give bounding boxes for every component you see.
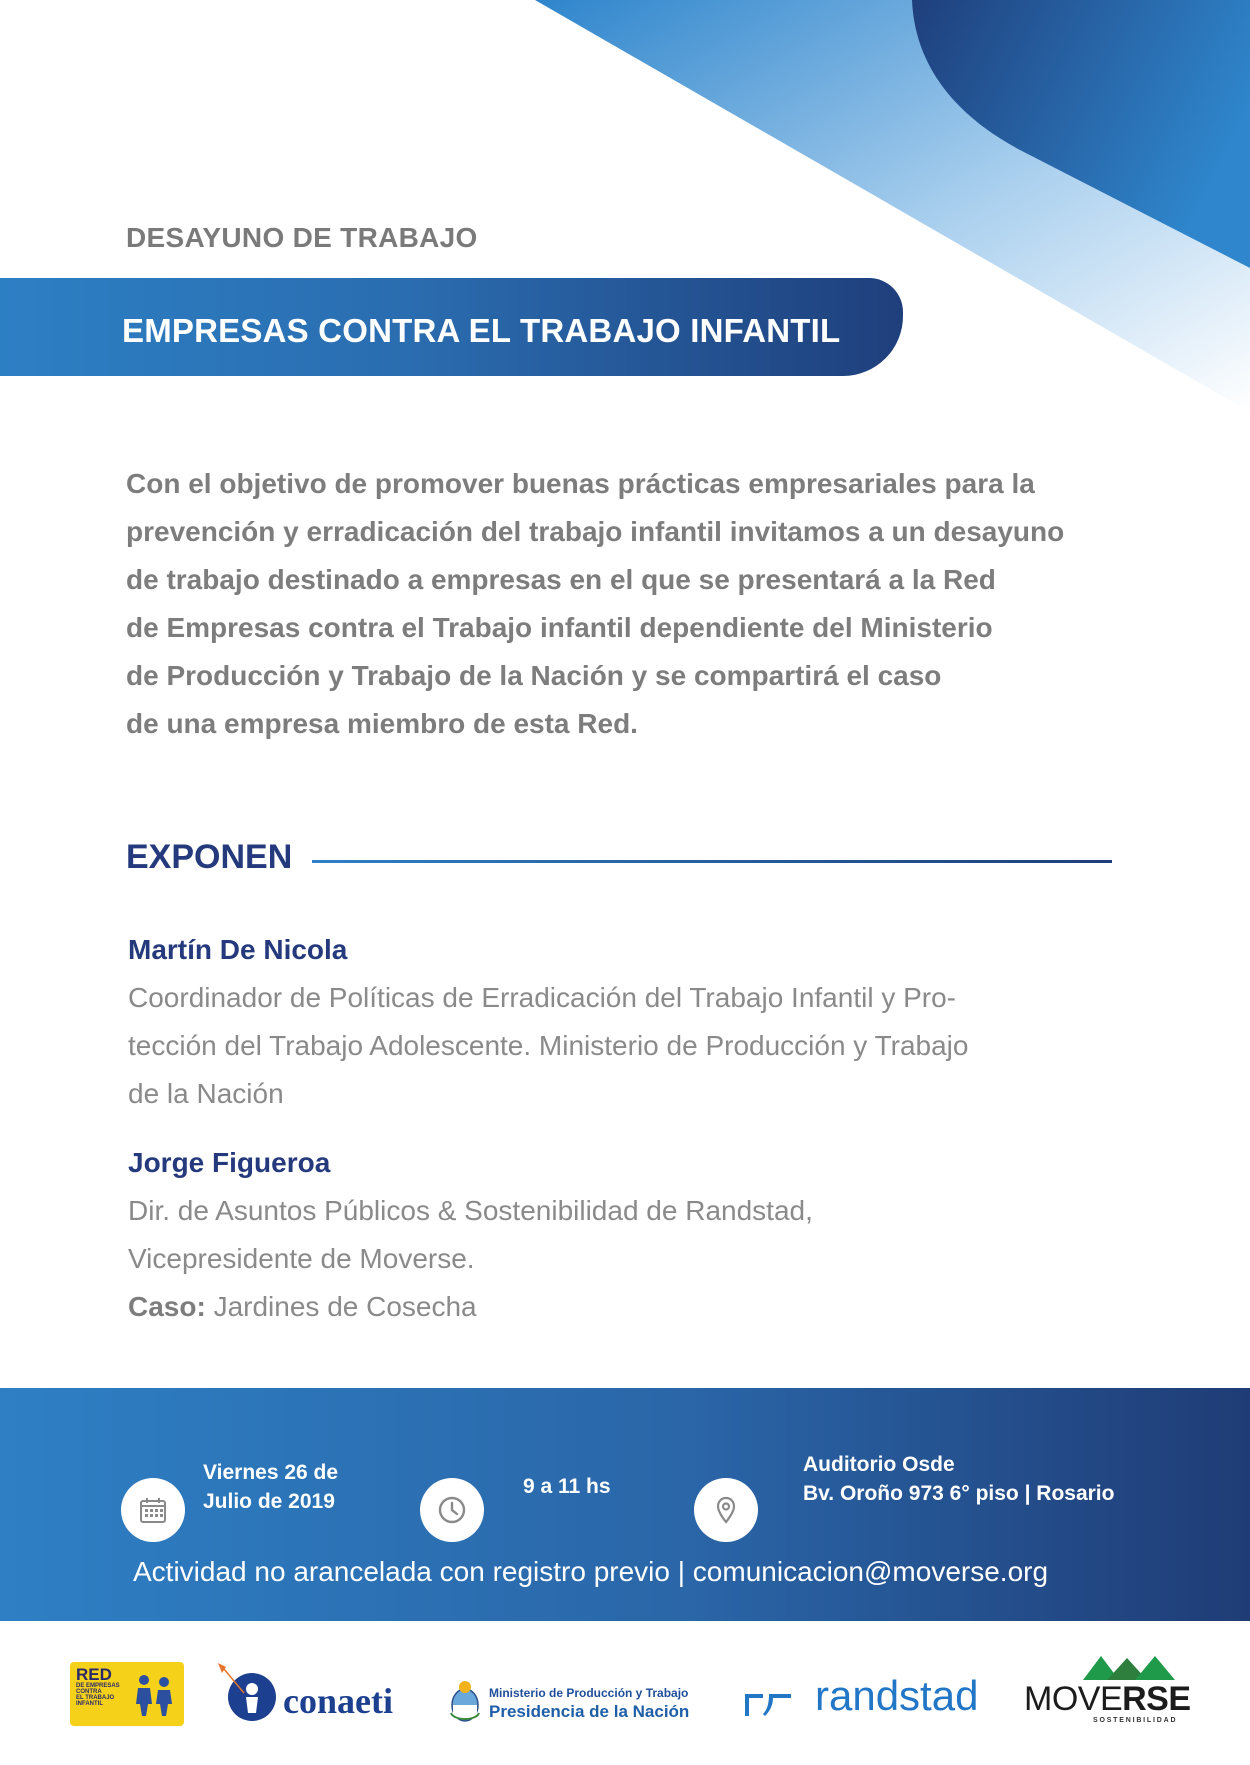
moverse-bold: RSE bbox=[1122, 1680, 1191, 1718]
event-location bbox=[803, 1450, 1114, 1508]
event-date bbox=[203, 1458, 338, 1516]
red-empresas-logo bbox=[70, 1662, 184, 1726]
date-line: Viernes 26 de bbox=[203, 1461, 339, 1484]
red-logo-line: DE EMPRESAS bbox=[76, 1683, 120, 1689]
moverse-logo-text bbox=[1024, 1680, 1191, 1719]
randstad-logo-text: randstad bbox=[815, 1672, 979, 1719]
intro-line: de Empresas contra el Trabajo infantil dependiente del Ministerio bbox=[126, 612, 993, 643]
speaker-desc-line: tección del Trabajo Adolescente. Ministerio de Producción y Trabajo bbox=[128, 1030, 969, 1061]
case-line bbox=[128, 1283, 813, 1331]
registration-note: Actividad no arancelada con registro previo | comunicacion@moverse.org bbox=[133, 1556, 1049, 1587]
intro-line: de una empresa miembro de esta Red. bbox=[126, 708, 638, 739]
speaker-desc-line: de la Nación bbox=[128, 1078, 284, 1109]
intro-line: de trabajo destinado a empresas en el que se presentará a la Red bbox=[126, 564, 996, 595]
moverse-light: MOVE bbox=[1024, 1680, 1123, 1718]
children-figures-icon bbox=[130, 1672, 178, 1720]
red-logo-line: CONTRA bbox=[76, 1689, 102, 1695]
intro-paragraph bbox=[126, 460, 1126, 748]
red-logo-line: INFANTIL bbox=[76, 1701, 103, 1707]
speaker-name: Jorge Figueroa bbox=[128, 1147, 331, 1178]
calendar-icon bbox=[121, 1478, 185, 1542]
intro-line: Con el objetivo de promover buenas prácticas empresariales para la bbox=[126, 468, 1035, 499]
event-type: DESAYUNO DE TRABAJO bbox=[126, 222, 478, 253]
location-pin-icon bbox=[694, 1478, 758, 1542]
conaeti-logo-text: conaeti bbox=[283, 1681, 393, 1721]
heading-divider bbox=[312, 860, 1112, 863]
date-line: Julio de 2019 bbox=[203, 1490, 335, 1513]
argentina-coat-of-arms-icon bbox=[448, 1679, 482, 1725]
moverse-mountains-icon bbox=[1083, 1654, 1179, 1680]
red-logo-line: EL TRABAJO bbox=[76, 1695, 115, 1701]
speakers-heading: EXPONEN bbox=[126, 838, 293, 876]
speaker-description bbox=[128, 974, 968, 1118]
speaker-description bbox=[128, 1187, 813, 1331]
case-label: Caso: bbox=[128, 1291, 206, 1322]
event-time: 9 a 11 hs bbox=[523, 1475, 611, 1498]
intro-line: de Producción y Trabajo de la Nación y se compartirá el caso bbox=[126, 660, 942, 691]
presidencia-line: Presidencia de la Nación bbox=[489, 1702, 690, 1721]
red-logo-title: RED bbox=[76, 1665, 112, 1684]
randstad-symbol-icon bbox=[743, 1690, 793, 1718]
moverse-subtitle: SOSTENIBILIDAD bbox=[1093, 1717, 1178, 1724]
speaker-desc-line: Coordinador de Políticas de Erradicación del Trabajo Infantil y Pro- bbox=[128, 982, 956, 1013]
speaker-desc-line: Dir. de Asuntos Públicos & Sostenibilidad de Randstad, bbox=[128, 1195, 813, 1226]
location-line: Bv. Oroño 973 6° piso | Rosario bbox=[803, 1482, 1115, 1505]
event-title: EMPRESAS CONTRA EL TRABAJO INFANTIL bbox=[122, 312, 841, 349]
clock-icon bbox=[420, 1478, 484, 1542]
intro-line: prevención y erradicación del trabajo infantil invitamos a un desayuno bbox=[126, 516, 1065, 547]
ministerio-line: Ministerio de Producción y Trabajo bbox=[489, 1686, 689, 1700]
speaker-desc-line: Vicepresidente de Moverse. bbox=[128, 1243, 475, 1274]
conaeti-emblem-icon bbox=[216, 1661, 282, 1723]
speaker-name: Martín De Nicola bbox=[128, 934, 348, 965]
case-value: Jardines de Cosecha bbox=[205, 1291, 477, 1322]
location-line: Auditorio Osde bbox=[803, 1453, 955, 1476]
